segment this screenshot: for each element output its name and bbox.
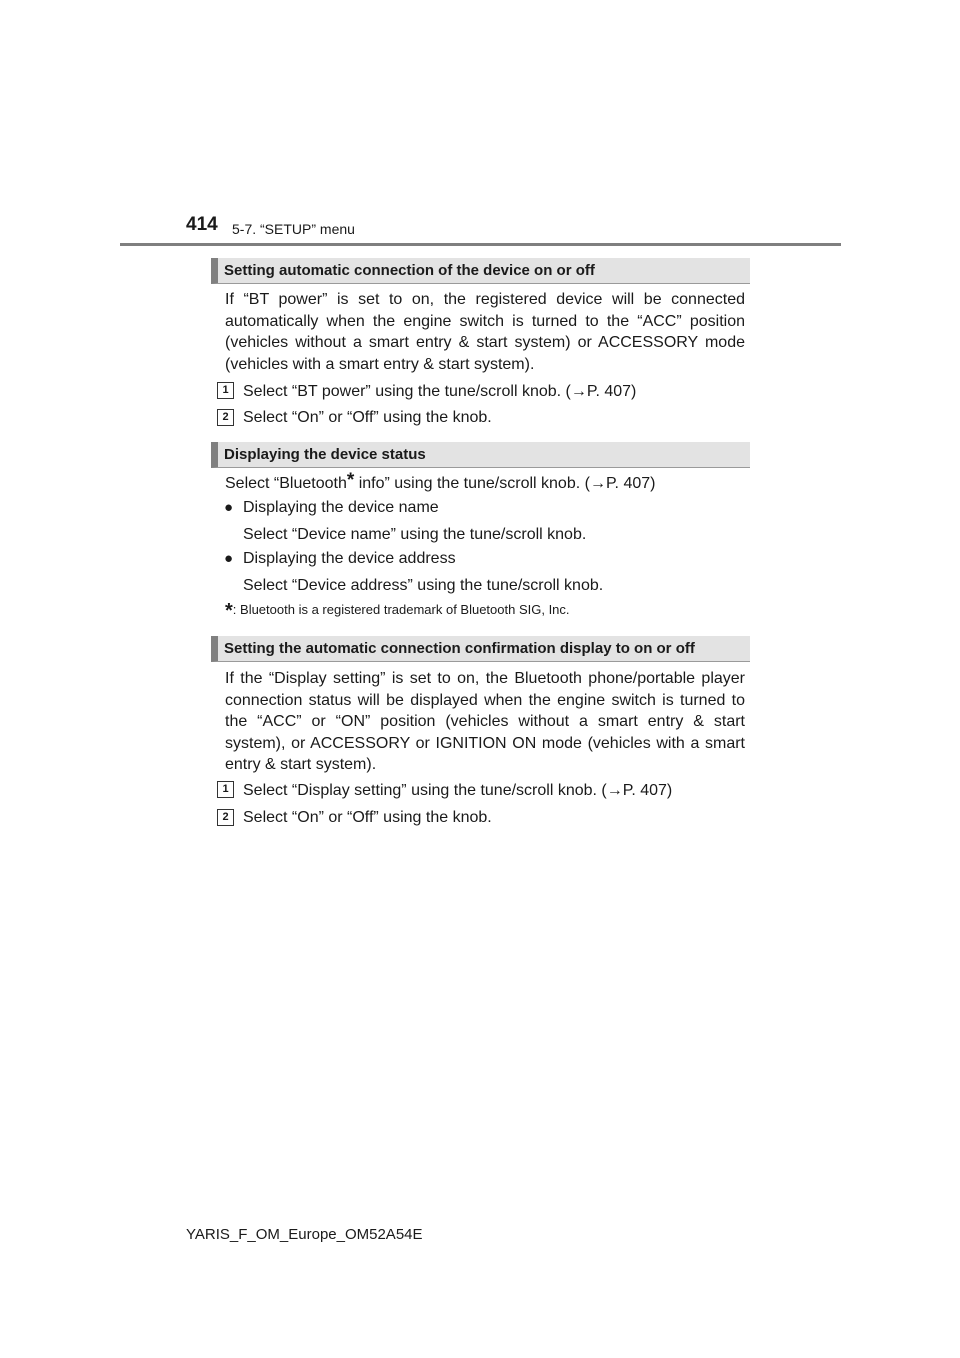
intro-text-end: info” using the tune/scroll knob. (→P. 407) xyxy=(354,475,656,492)
step-text: Select “Display setting” using the tune/scroll knob. (→P. 407) xyxy=(243,782,673,799)
section-heading-device-status: Displaying the device status xyxy=(211,442,750,468)
document-code: YARIS_F_OM_Europe_OM52A54E xyxy=(186,1226,423,1243)
step-text: Select “On” or “Off” using the knob. xyxy=(243,409,492,426)
step-number-box: 2 xyxy=(217,809,234,826)
bullet-icon: ● xyxy=(224,499,234,516)
page-number: 414 xyxy=(186,214,218,235)
section-heading-auto-connection: Setting automatic connection of the device on or off xyxy=(211,258,750,284)
footnote-asterisk: * xyxy=(225,600,233,622)
paragraph-auto-connection: If “BT power” is set to on, the registered device will be connected automatically when the engine switch is turned to the “ACC” position (vehicles without a smart entry & start system) or ACCESSORY mode (vehicles with a smart entry & start system). xyxy=(225,291,745,373)
section-heading-confirmation-display: Setting the automatic connection confirmation display to on or off xyxy=(211,636,750,662)
step-text: Select “BT power” using the tune/scroll knob. (→P. 407) xyxy=(243,383,637,400)
footnote xyxy=(225,600,570,623)
trademark-asterisk: * xyxy=(346,470,355,491)
step-number-box: 1 xyxy=(217,781,234,798)
step-number-box: 1 xyxy=(217,382,234,399)
section-label: 5-7. “SETUP” menu xyxy=(232,221,355,237)
intro-text-start: Select “Bluetooth xyxy=(225,475,347,492)
list-item-detail: Select “Device address” using the tune/scroll knob. xyxy=(243,577,604,594)
list-item-title: Displaying the device address xyxy=(243,550,456,567)
paragraph-confirmation-display: If the “Display setting” is set to on, the Bluetooth phone/portable player connection status will be displayed when the engine switch is turned to the “ACC” or “ON” position (vehicles without a smart entry & start system), or ACCESSORY or IGNITION ON mode (vehicles with a smart entry & start system). xyxy=(225,670,745,774)
list-item-detail: Select “Device name” using the tune/scroll knob. xyxy=(243,526,587,543)
bullet-icon: ● xyxy=(224,550,234,567)
step-number-box: 2 xyxy=(217,409,234,426)
list-item-title: Displaying the device name xyxy=(243,499,439,516)
device-status-intro xyxy=(225,470,656,494)
footnote-text: : Bluetooth is a registered trademark of Bluetooth SIG, Inc. xyxy=(232,602,570,617)
step-text: Select “On” or “Off” using the knob. xyxy=(243,809,492,826)
header-rule xyxy=(120,243,841,246)
